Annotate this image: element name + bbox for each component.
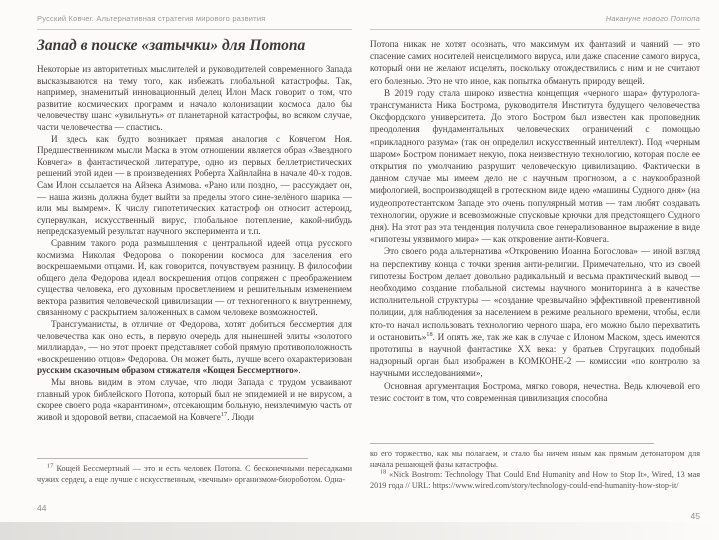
footnote (370, 470, 700, 491)
paragraph (37, 377, 352, 423)
paragraph-text: Мы вновь видим в этом случае, что люди Запада с трудом усваивают главный урок библейского Потопа, который был не эпидемией и не вирусом, а скорее своего рода «карантином», отсекающим больную, неизлечимую часть от живой и здоровой ветви, спасаемой на Ковчеге (37, 377, 352, 422)
left-page (37, 14, 353, 513)
paragraph: Потопа никак не хотят осознать, что максимум их фантазий и чаяний — это спасение самих носителей неисцелимого вируса, или даже спасение самого вируса, который они не желают исцелять, поскольку отождествились с ним и не считают его болезнью. Это не что иное, как попытка обмануть природу вещей. (370, 39, 700, 86)
footnote-separator (370, 443, 654, 444)
paragraph-text: Это своего рода альтернатива «Откровению Иоанна Богослова» — иной взгляд на перспективу конца с точки зрения анти-религии. Примечательно, что из своей гипотезы Бостром делает довольно радикальный и весьма практический вывод — необходимо создание глобальной системы научного мониторинга а в качестве исполнительной структуры — «создание чрезвычайно эффективной превентивной полиции, для наблюдения за населением в режиме реального времени, чтобы, если кто-то начал использовать технологию черного шара, его можно было перехватить и остановить» (370, 246, 700, 342)
page-number-left: 44 (37, 503, 47, 513)
page-number-right: 45 (690, 511, 700, 521)
footnote-text: «Nick Bostrom: Technology That Could End Humanity and How to Stop It», Wired, 13 мая 2019 года // URL: https://www.wired.com/story/technology-could-end-humanity-how-stop-it/ (370, 470, 700, 490)
footnote-text: Кощей Бессмертный — это и есть человек Потопа. С бесконечными пересадками чужих сердец, а еще лучше с искусственным, «вечным» организмом-биороботом. Одна- (37, 464, 353, 484)
footnote (37, 464, 352, 485)
scan-edge-shadow (0, 522, 719, 540)
paragraph-text: . (298, 365, 301, 376)
bold-phrase: русским сказочным образом стяжателя «Кощея Бессмертного» (37, 365, 299, 376)
paragraph (37, 319, 352, 377)
right-page (370, 14, 700, 521)
paragraph-text: . Люди (227, 411, 254, 422)
footnote-continuation: ко его торжество, как мы полагаем, и стало бы ничем иным как прямым детонатором для начала решающей фазы катастрофы. (370, 449, 700, 469)
body-text-left (37, 64, 352, 423)
chapter-title: Запад в поиске «затычки» для Потопа (37, 37, 306, 54)
paragraph (370, 245, 700, 379)
paragraph: И здесь как будто возникает прямая аналогия с Ковчегом Ноя. Предшественником мысли Маска в этом отношении является образ «Звездного Ковчега» в фантастической литературе, одно из первых беллетристических решений этой идеи — в произведениях Роберта Хайнлайна в начале 40-х годов. Сам Илон ссылается на Айзека Азимова. «Рано или поздно, — рассуждает он, — наша жизнь должна будет выйти за пределы этого сине-зелёного шарика — или мы вымрем». К числу гипотетических катастроф он относит астероид, супервулкан, искусственный вирус, глобальное потепление, какой-нибудь непредсказуемый результат научного эксперимента и т.п. (37, 133, 352, 237)
paragraph-text: Трансгуманисты, в отличие от Федорова, хотят добиться бессмертия для человечества как оно есть, в первую очередь для нынешней элиты «золотого миллиарда», — но этот проект представляет собой прямую противоположность «воскрешению отцов» Федорова. Он может быть, лучше всего охарактеризован (37, 319, 352, 364)
running-header-text: Русский Ковчег. Альтернативная стратегия мирового развития (37, 14, 266, 23)
footnote-ref: 18 (426, 330, 433, 338)
paragraph: Некоторые из авторитетных мыслителей и руководителей современного Запада высказываются на тему того, как избежать глобальной катастрофы. Так, например, знаменитый инновационный делец Илон Маск говорит о том, что развитие космических программ и начало колонизации космоса дало бы человечеству шанс «увильнуть» от планетарной катастрофы, во всяком случае, части человечества — спастись. (37, 64, 352, 132)
running-header-left (37, 14, 352, 30)
paragraph: В 2019 году стала широко известна концепция «черного шара» футуролога-трансгуманиста Ника Бострома, руководителя Института будущего человечества Оксфордского университета. До этого Бостром был известен как проповедник преодоления фундаментальных человеческих ограничений с помощью «прикладного разума» (так он определил искусственный интеллект). Под «черным шаром» Бостром понимает некую, пока неизвестную технологию, которая после ее открытия по умолчанию разрушит человеческую цивилизацию. Фактически в данном случае мы имеем дело не с научным прогнозом, а с наукообразной мифологией, воспроизводящей в гротескном виде идею «машины Судного дня» (на иудеопротестантском Западе это очень популярный мотив — там любят создавать технологии, оружие и всевозможные спусковые крючки для предстоящего Судного дня). На этот раз эта тенденция получила свое генерализованное выражение в виде «гипотезы уязвимого мира» — как откровение анти-Ковчега. (370, 87, 700, 245)
paragraph: Сравним такого рода размышления с центральной идеей отца русского космизма Николая Федорова о покорении космоса для заселения его воскрешаемыми отцами. И, как говорится, почувствуем разницу. В философии общего дела Федорова идеал воскрешения отцов сопряжен с преображением существа человека, его духовным просветлением и решительным изменением вектора развития человеческой цивилизации — от техногенного к внутреннему, связанному с раскрытием заложенных в самом человеке возможностей. (37, 237, 352, 318)
running-header-text: Накануне нового Потопа (605, 14, 700, 23)
running-header-right (370, 14, 700, 30)
footnote-separator (37, 458, 308, 459)
footnotes-left (37, 458, 352, 485)
footnote-marker: 18 (380, 468, 387, 476)
paragraph-text: . И опять же, так же как в случае с Илоном Маском, здесь имеются прототипы в научной фантастике XX века: у братьев Стругацких подобный надзорный орган был изображен в КОМКОНЕ-2 — комиссии «по контролю за научными исследованиями», (370, 331, 700, 379)
paragraph: Основная аргументация Бострома, мягко говоря, нечестна. Ведь ключевой его тезис состоит в том, что современная цивилизация способна (370, 380, 700, 403)
body-text-right (370, 38, 700, 404)
footnotes-right (370, 443, 700, 491)
footnote-ref: 17 (220, 410, 228, 418)
footnote-marker: 17 (47, 462, 54, 470)
